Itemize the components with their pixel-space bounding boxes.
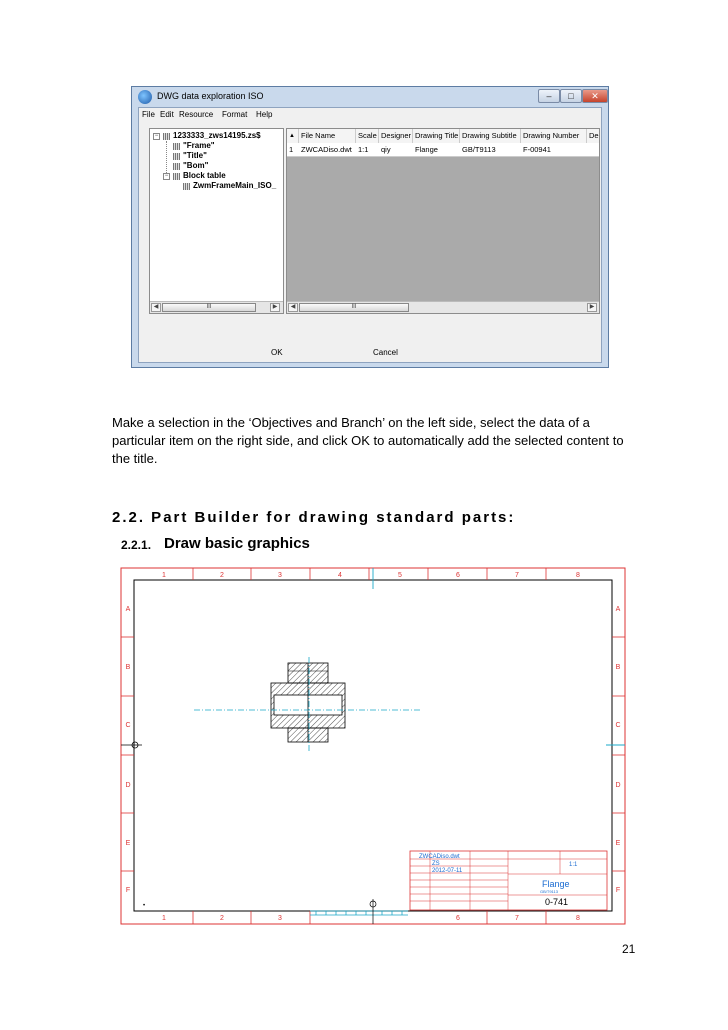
cell-designer[interactable]: qiy [381, 145, 391, 154]
title-block-scale: 1:1 [569, 862, 578, 868]
cell-drawing-title[interactable]: Flange [415, 145, 438, 154]
cell-scale[interactable]: 1:1 [358, 145, 369, 154]
col-drawing-title[interactable]: Drawing Title [413, 129, 460, 143]
table-row[interactable] [287, 143, 599, 157]
zone-number-bottom: 6 [456, 915, 460, 922]
scroll-right-icon[interactable]: ▶ [587, 303, 597, 312]
col-file-name[interactable]: File Name [299, 129, 356, 143]
grid-header [287, 129, 599, 144]
menu-edit[interactable]: Edit [160, 110, 174, 119]
zone-number-bottom: 1 [162, 915, 166, 922]
zone-letter-right: A [615, 606, 621, 613]
tree-panel[interactable] [149, 128, 284, 314]
zone-number-top: 6 [456, 572, 460, 579]
page-number: 21 [622, 942, 636, 956]
collapse-toggle[interactable]: − [154, 133, 159, 139]
block-icon [173, 143, 180, 150]
cancel-button[interactable]: Cancel [373, 348, 398, 357]
col-drawing-subtitle[interactable]: Drawing Subtitle [460, 129, 521, 143]
app-icon [138, 90, 152, 104]
cell-file-name[interactable]: ZWCADiso.dwt [301, 145, 352, 154]
section-heading: 2.2. Part Builder for drawing standard parts: [112, 509, 516, 526]
svg-text:•: • [143, 903, 146, 909]
col-scale[interactable]: Scale [356, 129, 379, 143]
zone-number-bottom: 2 [220, 915, 224, 922]
title-block-file-name: ZWCADiso.dwt [419, 854, 460, 860]
col-designer-truncated[interactable]: De [587, 129, 600, 143]
tree-item-title[interactable]: "Title" [183, 151, 207, 160]
block-icon [173, 173, 180, 180]
zone-number-bottom: 3 [278, 915, 282, 922]
menu-file[interactable]: File [142, 110, 155, 119]
menu-format[interactable]: Format [222, 110, 248, 119]
zone-letter-left: F [125, 887, 131, 894]
cell-drawing-number[interactable]: F-00941 [523, 145, 551, 154]
zone-number-top: 2 [220, 572, 224, 579]
subsection-heading: Draw basic graphics [164, 535, 310, 552]
tree-item-bom[interactable]: "Bom" [183, 161, 209, 170]
zone-letter-left: A [125, 606, 131, 613]
zone-number-bottom: 8 [576, 915, 580, 922]
menu-resource[interactable]: Resource [179, 110, 214, 119]
zone-number-top: 8 [576, 572, 580, 579]
zone-number-top: 7 [515, 572, 519, 579]
zone-letter-right: B [615, 664, 621, 671]
tree-item-block-table[interactable]: Block table [183, 171, 226, 180]
zone-number-top: 4 [338, 572, 342, 579]
tree-item-frame[interactable]: "Frame" [183, 141, 215, 150]
dialog-client-area [138, 107, 602, 363]
maximize-button[interactable]: □ [560, 89, 582, 103]
dwg-exploration-dialog [131, 86, 609, 368]
block-icon [173, 153, 180, 160]
zone-letter-right: E [615, 840, 621, 847]
zone-letter-right: C [615, 722, 621, 729]
menu-help[interactable]: Help [256, 110, 273, 119]
cad-drawing [120, 567, 626, 925]
scroll-right-icon[interactable]: ▶ [270, 303, 280, 312]
tree-scrollbar[interactable] [150, 301, 283, 313]
scroll-thumb[interactable]: III [162, 303, 256, 312]
row-index: 1 [289, 145, 294, 154]
title-block-designer: ZS [432, 861, 440, 867]
instruction-paragraph: Make a selection in the ‘Objectives and Branch’ on the left side, select the data of a particular item on the right side, and click OK to automatically add the selected content to the title. [112, 415, 624, 466]
block-icon [183, 183, 190, 190]
zone-letter-left: D [125, 782, 131, 789]
zone-letter-left: B [125, 664, 131, 671]
menu-bar [139, 108, 601, 122]
title-block-number: 0-741 [545, 897, 569, 907]
col-drawing-number[interactable]: Drawing Number [521, 129, 587, 143]
tree-root[interactable]: 1233333_zws14195.zs$ [173, 131, 261, 140]
subsection-number: 2.2.1. [121, 538, 152, 552]
scroll-left-icon[interactable]: ◀ [151, 303, 161, 312]
cell-drawing-subtitle[interactable]: GB/T9113 [462, 145, 496, 154]
close-button[interactable]: ✕ [582, 89, 608, 103]
grid-scrollbar[interactable] [287, 301, 599, 313]
file-icon [163, 133, 170, 140]
ok-button[interactable]: OK [271, 348, 283, 357]
dialog-title-bar [132, 87, 608, 107]
data-grid[interactable] [286, 128, 600, 314]
collapse-toggle[interactable]: − [164, 173, 169, 179]
col-designer[interactable]: Designer [379, 129, 413, 143]
zone-letter-right: D [615, 782, 621, 789]
zone-letter-left: E [125, 840, 131, 847]
scroll-thumb[interactable]: III [299, 303, 409, 312]
title-block [410, 851, 607, 910]
zone-number-top: 5 [398, 572, 402, 579]
zone-number-top: 3 [278, 572, 282, 579]
dialog-title: DWG data exploration ISO [157, 91, 264, 101]
zone-letter-left: C [125, 722, 131, 729]
title-block-subtitle: GB/T9113 [540, 889, 558, 894]
scroll-left-icon[interactable]: ◀ [288, 303, 298, 312]
title-block-date: 2012-07-11 [432, 868, 463, 874]
title-block-title: Flange [542, 879, 570, 889]
tree-item-frame-main[interactable]: ZwmFrameMain_ISO_ [193, 181, 277, 190]
block-icon [173, 163, 180, 170]
minimize-button[interactable]: – [538, 89, 560, 103]
zone-letter-right: F [615, 887, 621, 894]
zone-number-top: 1 [162, 572, 166, 579]
sort-icon[interactable]: ▲ [287, 129, 299, 143]
zone-number-bottom: 7 [515, 915, 519, 922]
